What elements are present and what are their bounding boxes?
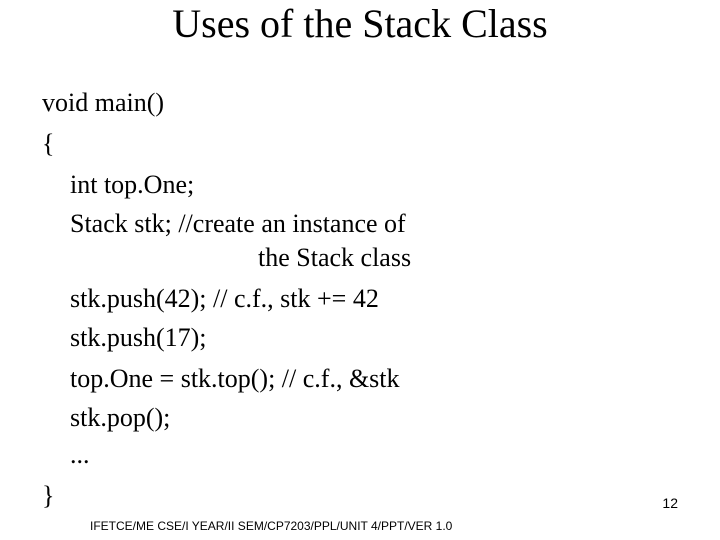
code-line-push-42: stk.push(42); // c.f., stk += 42 [70, 284, 379, 313]
code-line-close-brace: } [42, 481, 55, 510]
code-line-top: top.One = stk.top(); // c.f., &stk [70, 364, 400, 393]
code-line-push-17: stk.push(17); [70, 323, 207, 352]
code-line-comment-continuation: the Stack class [258, 243, 412, 272]
code-line-main-signature: void main() [42, 88, 165, 117]
code-line-open-brace: { [42, 129, 55, 158]
slide-number: 12 [662, 495, 678, 511]
slide-footer: IFETCE/ME CSE/I YEAR/II SEM/CP7203/PPL/UNIT 4/PPT/VER 1.0 [90, 519, 453, 533]
code-line-ellipsis: ... [70, 440, 90, 469]
code-line-declare-topone: int top.One; [70, 170, 195, 199]
code-line-pop: stk.pop(); [70, 403, 171, 432]
code-line-declare-stack: Stack stk; //create an instance of [70, 209, 406, 238]
slide-title: Uses of the Stack Class [172, 1, 548, 46]
